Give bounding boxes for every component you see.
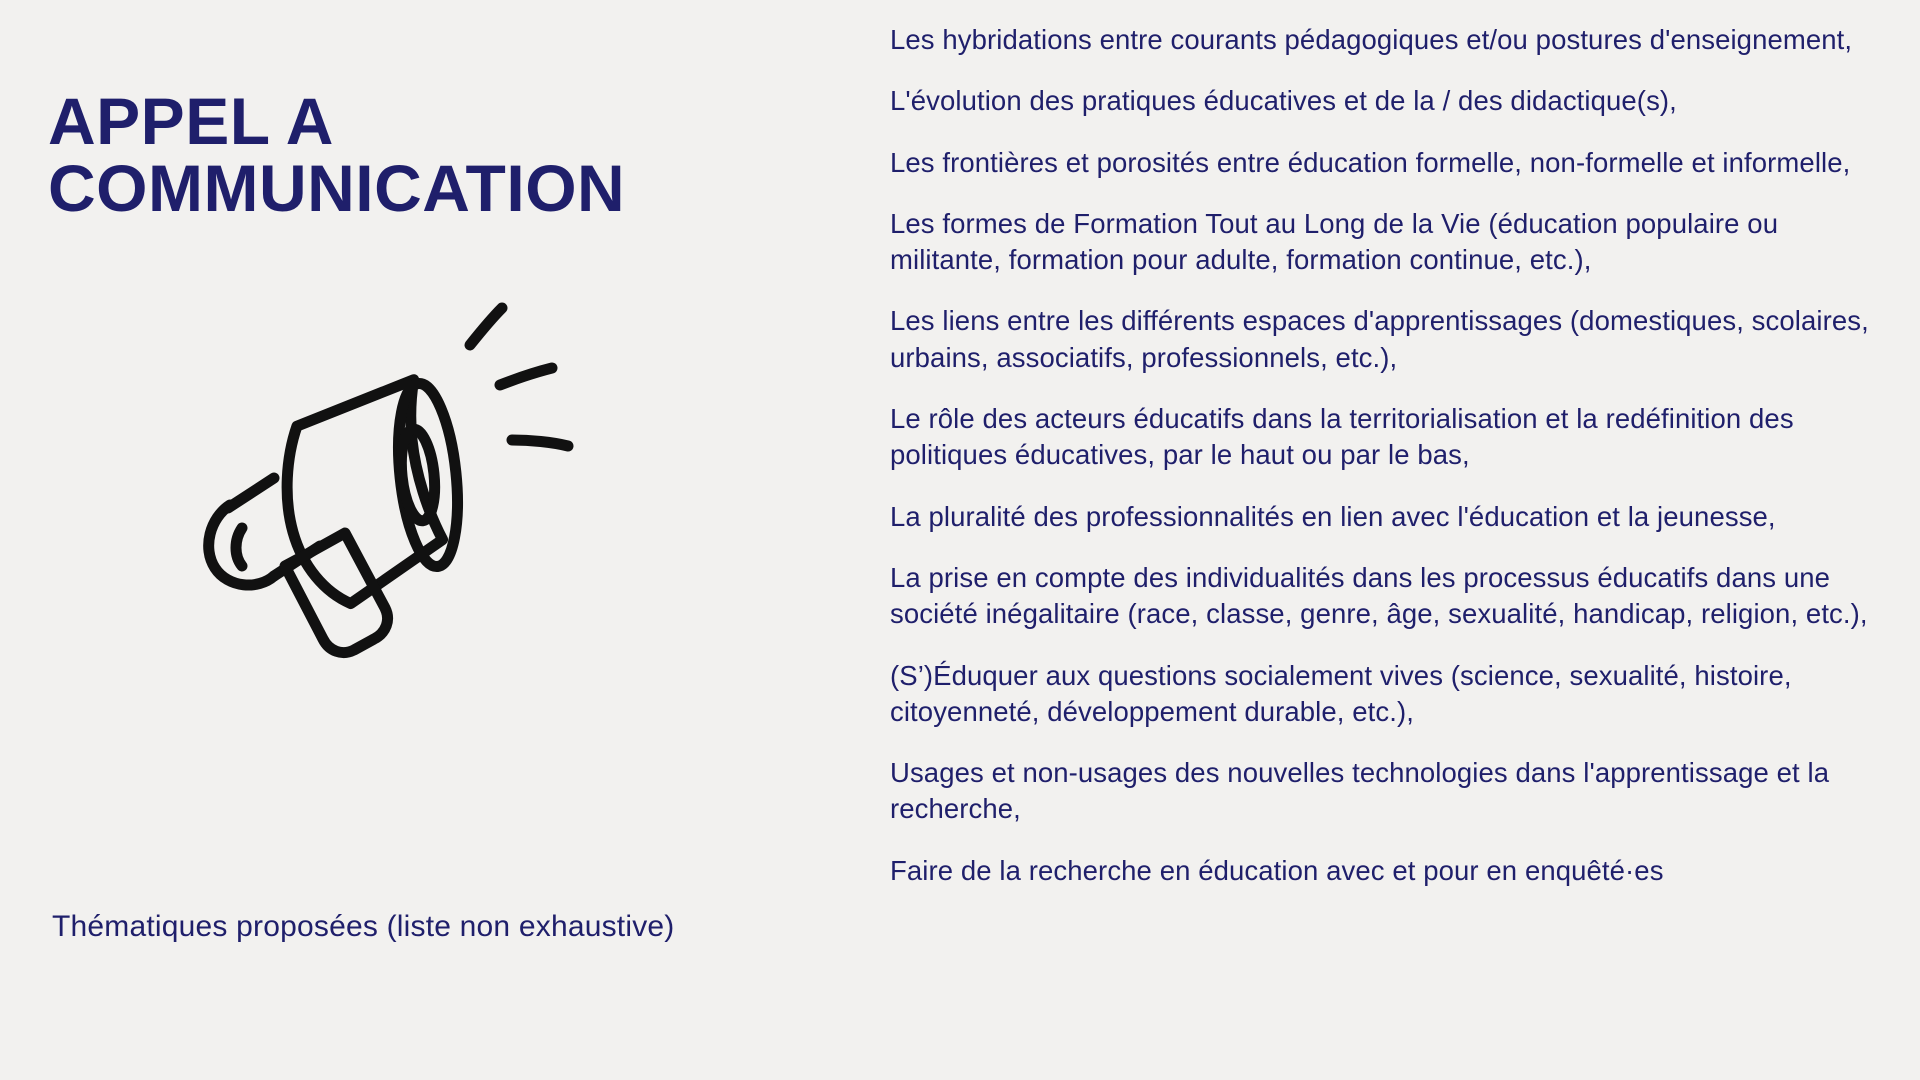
list-item: L'évolution des pratiques éducatives et de la / des didactique(s), xyxy=(890,85,1677,117)
list-item: La prise en compte des individualités dans les processus éducatifs dans une société inégalitaire (race, classe, genre, âge, sexualité, handicap, religion, etc.), xyxy=(890,561,1868,630)
left-column xyxy=(0,0,860,1080)
list-item: La pluralité des professionnalités en lien avec l'éducation et la jeunesse, xyxy=(890,500,1776,532)
topic-list xyxy=(890,22,1890,889)
list-item: (S’)Éduquer aux questions socialement vives (science, sexualité, histoire, citoyenneté, développement durable, etc.), xyxy=(890,659,1792,727)
list-item: Les formes de Formation Tout au Long de la Vie (éducation populaire ou militante, formation pour adulte, formation continue, etc.), xyxy=(890,207,1779,276)
list-item: Faire de la recherche en éducation avec et pour en enquêté·es xyxy=(890,854,1664,886)
list-item: Les liens entre les différents espaces d'apprentissages (domestiques, scolaires, urbains, associatifs, professionnels, etc.), xyxy=(890,305,1869,373)
list-item: Usages et non-usages des nouvelles technologies dans l'apprentissage et la recherche, xyxy=(890,757,1830,825)
list-item: Les hybridations entre courants pédagogiques et/ou postures d'enseignement, xyxy=(890,24,1853,55)
megaphone-icon xyxy=(170,290,610,690)
topics-caption: Thématiques proposées (liste non exhaustive) xyxy=(52,910,675,943)
list-item: Le rôle des acteurs éducatifs dans la territorialisation et la redéfinition des politiques éducatives, par le haut ou par le bas, xyxy=(890,403,1794,471)
right-column xyxy=(860,0,1920,1080)
list-item: Les frontières et porosités entre éducation formelle, non-formelle et informelle, xyxy=(890,146,1851,178)
page-title: APPEL A COMMUNICATION xyxy=(48,84,626,226)
